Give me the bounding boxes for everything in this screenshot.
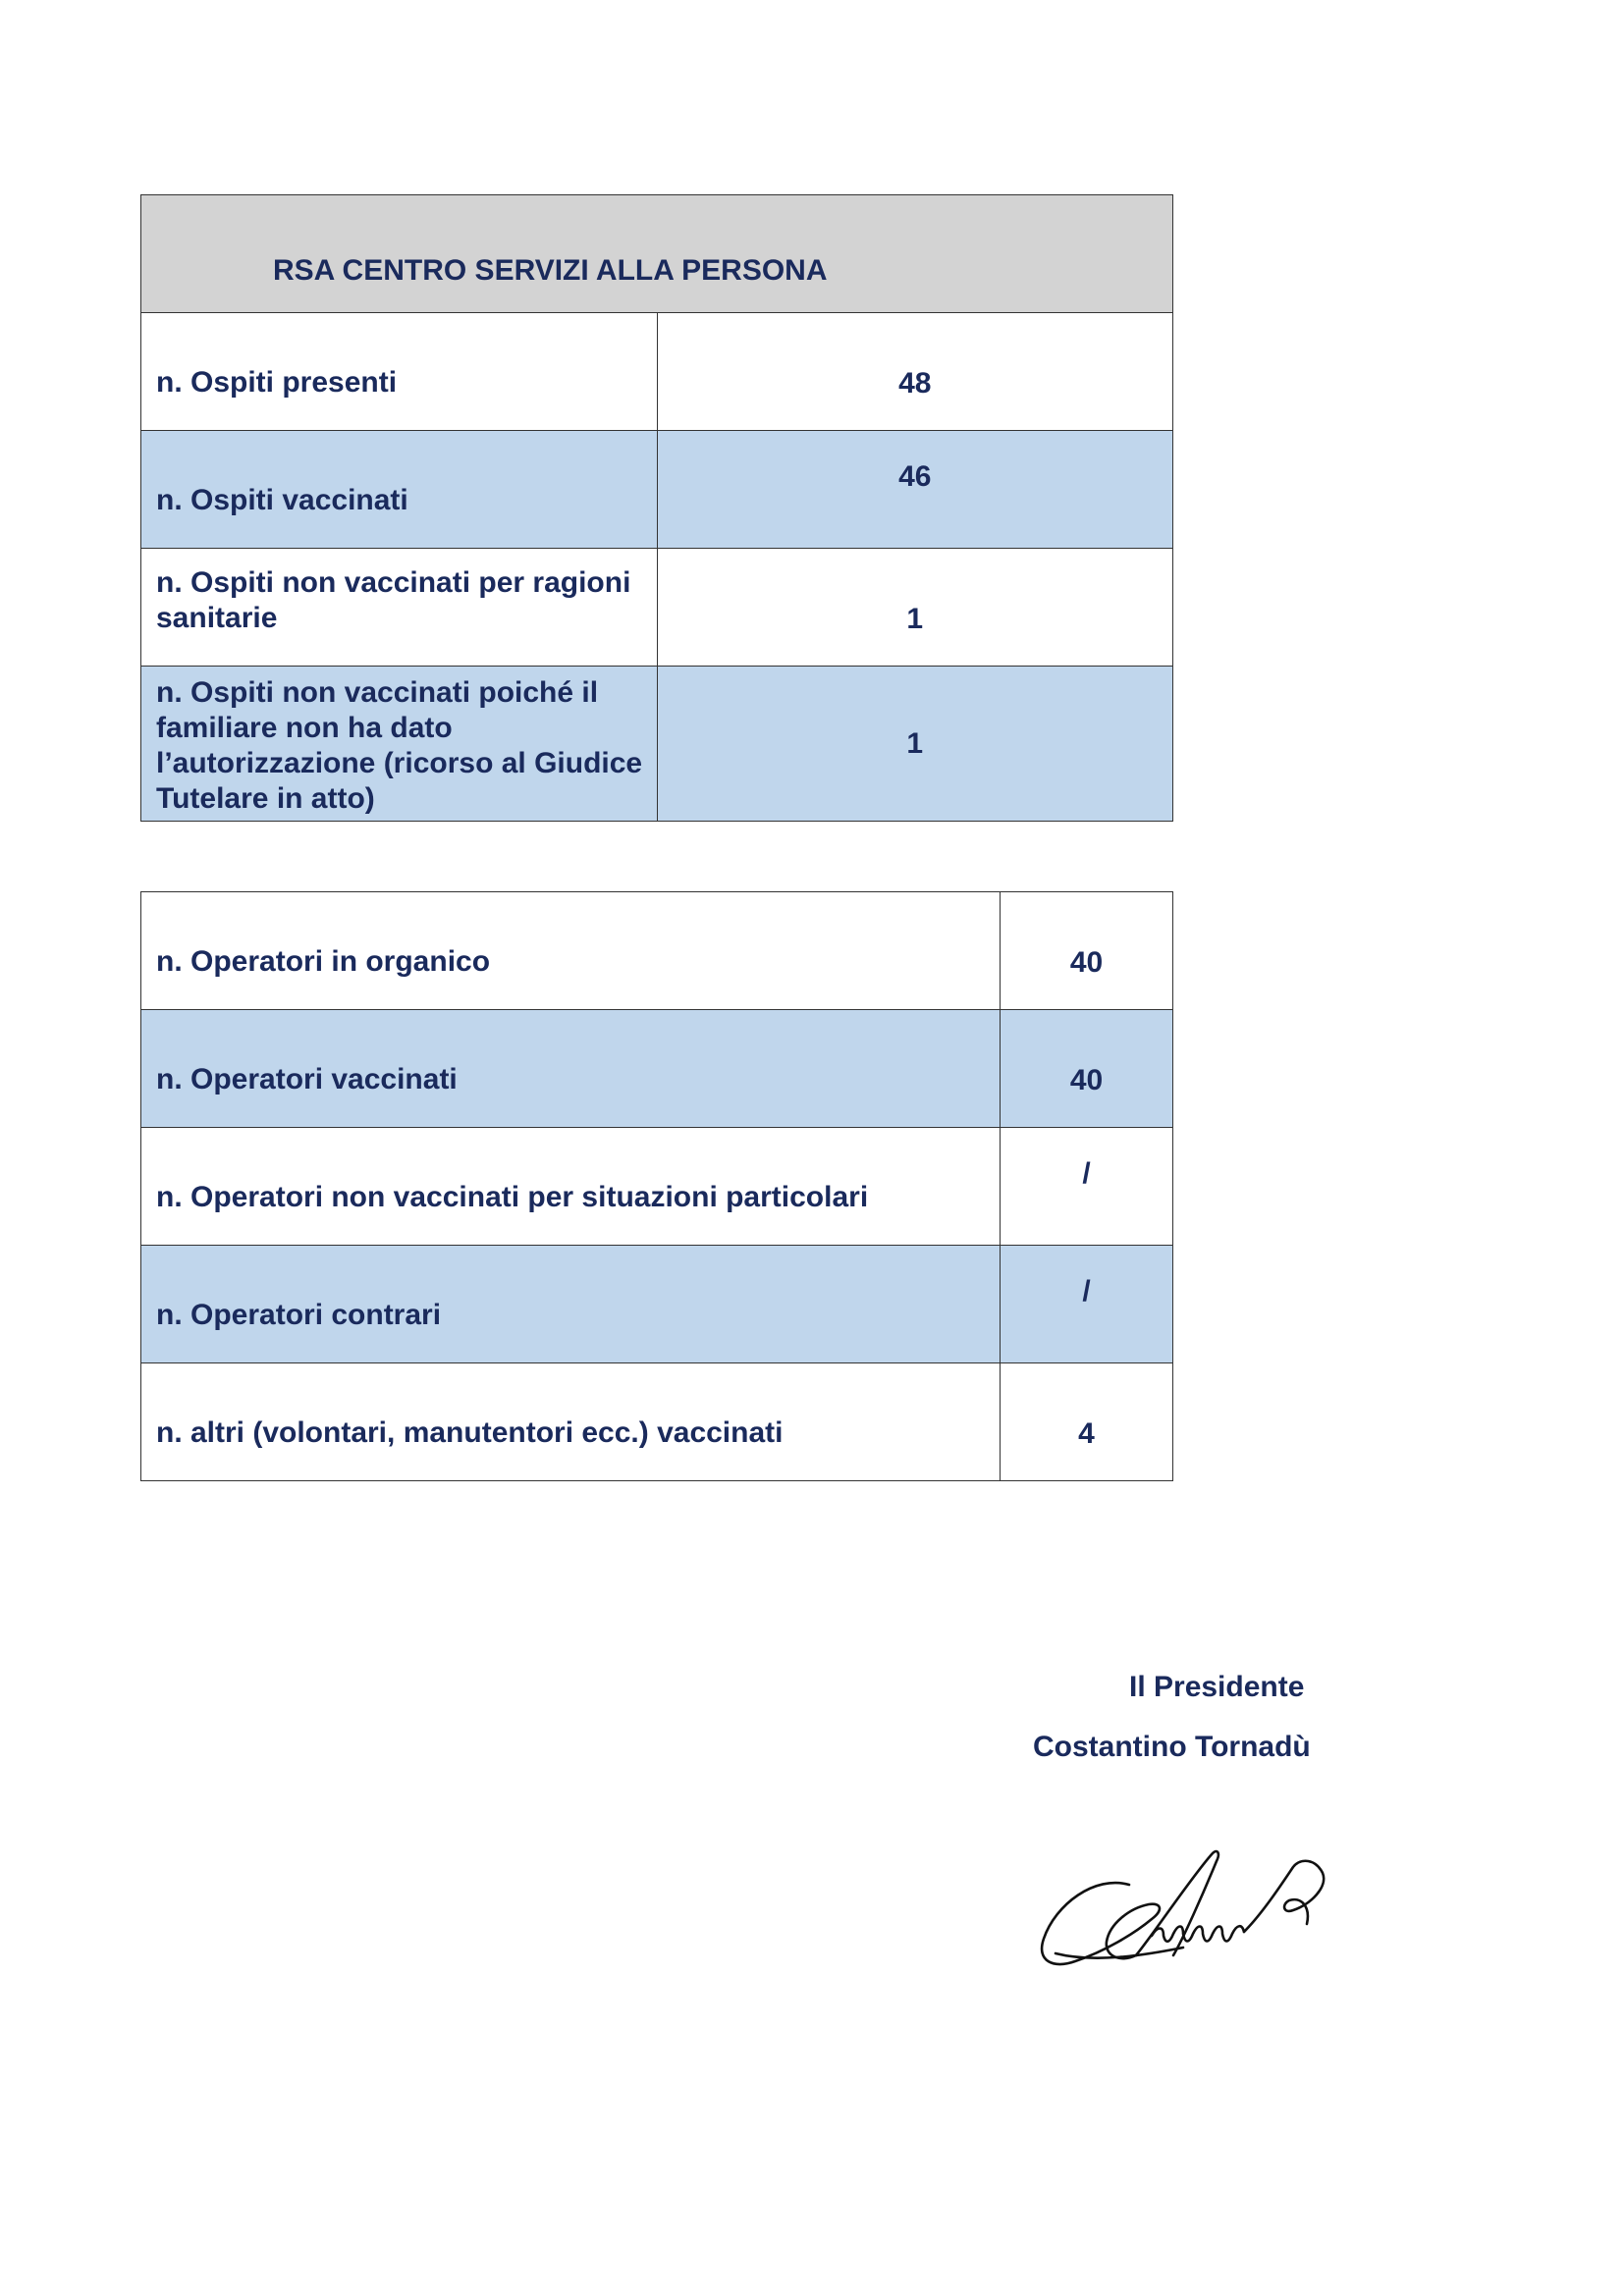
row-label: n. Ospiti presenti — [141, 313, 658, 431]
row-label: n. Operatori contrari — [141, 1246, 1001, 1363]
signatory-name: Costantino Tornadù — [1033, 1731, 1311, 1763]
table-row — [141, 313, 1173, 431]
table-header-row — [141, 195, 1173, 313]
row-value: / — [1001, 1246, 1173, 1363]
row-label: n. Operatori vaccinati — [141, 1010, 1001, 1128]
row-label: n. Ospiti non vaccinati per ragioni sanitarie — [141, 549, 658, 667]
table-row — [141, 1363, 1173, 1481]
staff-table — [140, 891, 1173, 1481]
row-label: n. Ospiti vaccinati — [141, 431, 658, 549]
table-row — [141, 1246, 1173, 1363]
row-value: 40 — [1001, 892, 1173, 1010]
row-label: n. Operatori non vaccinati per situazioni particolari — [141, 1128, 1001, 1246]
table-row — [141, 1128, 1173, 1246]
row-value: 1 — [657, 667, 1173, 822]
table-row — [141, 892, 1173, 1010]
row-label: n. Ospiti non vaccinati poiché il familiare non ha dato l’autorizzazione (ricorso al Giudice Tutelare in atto) — [141, 667, 658, 822]
guests-table — [140, 194, 1173, 822]
table-row — [141, 549, 1173, 667]
table-header: RSA CENTRO SERVIZI ALLA PERSONA — [141, 195, 1173, 313]
signatory-title: Il Presidente — [1129, 1671, 1305, 1703]
table-row — [141, 431, 1173, 549]
table-row — [141, 1010, 1173, 1128]
table-row — [141, 667, 1173, 822]
row-value: 40 — [1001, 1010, 1173, 1128]
handwritten-signature — [1036, 1845, 1350, 1983]
row-label: n. Operatori in organico — [141, 892, 1001, 1010]
row-label: n. altri (volontari, manutentori ecc.) vaccinati — [141, 1363, 1001, 1481]
row-value: 46 — [657, 431, 1173, 549]
row-value: 48 — [657, 313, 1173, 431]
row-value: 1 — [657, 549, 1173, 667]
row-value: 4 — [1001, 1363, 1173, 1481]
row-value: / — [1001, 1128, 1173, 1246]
